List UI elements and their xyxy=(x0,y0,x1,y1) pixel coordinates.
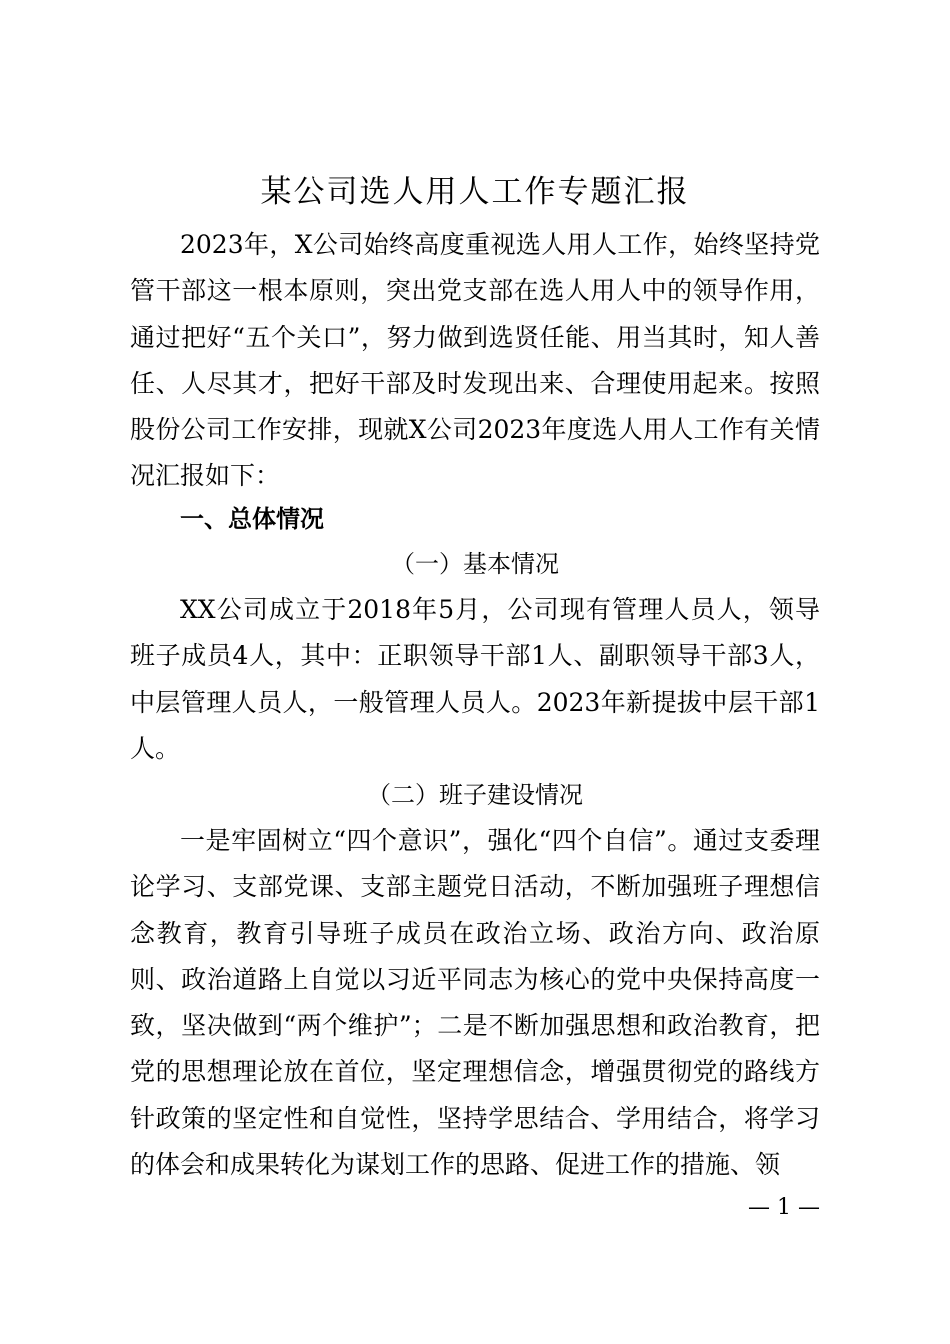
subsection-heading-basic-info: （一）基本情况 xyxy=(391,550,559,578)
section-heading-overview: 一、总体情况 xyxy=(180,505,324,533)
subsection-heading-team-building: （二）班子建设情况 xyxy=(367,781,583,809)
page-number: — 1 — xyxy=(748,1195,820,1220)
document-title: 某公司选人用人工作专题汇报 xyxy=(260,174,690,210)
basic-info-paragraph: XX公司成立于2018年5月，公司现有管理人员人，领导班子成员4人，其中：正职领导干部1人、副职领导干部3人，中层管理人员人，一般管理人员人。2023年新提拔中层干部1人。 xyxy=(130,595,820,763)
team-building-paragraph: 一是牢固树立“四个意识”，强化“四个自信”。通过支委理论学习、支部党课、支部主题党日活动，不断加强班子理想信念教育，教育引导班子成员在政治立场、政治方向、政治原则、政治道路上自觉以习近平同志为核心的党中央保持高度一致，坚决做到“两个维护”；二是不断加强思想和政治教育，把党的思想理论放在首位，坚定理想信念，增强贯彻党的路线方针政策的坚定性和自觉性，坚持学思结合、学用结合，将学习的体会和成果转化为谋划工作的思路、促进工作的措施、领 xyxy=(130,826,820,1180)
intro-paragraph: 2023年，X公司始终高度重视选人用人工作，始终坚持党管干部这一根本原则，突出党支部在选人用人中的领导作用，通过把好“五个关口”，努力做到选贤任能、用当其时，知人善任、人尽其才，把好干部及时发现出来、合理使用起来。按照股份公司工作安排，现就X公司2023年度选人用人工作有关情况汇报如下： xyxy=(130,230,820,491)
